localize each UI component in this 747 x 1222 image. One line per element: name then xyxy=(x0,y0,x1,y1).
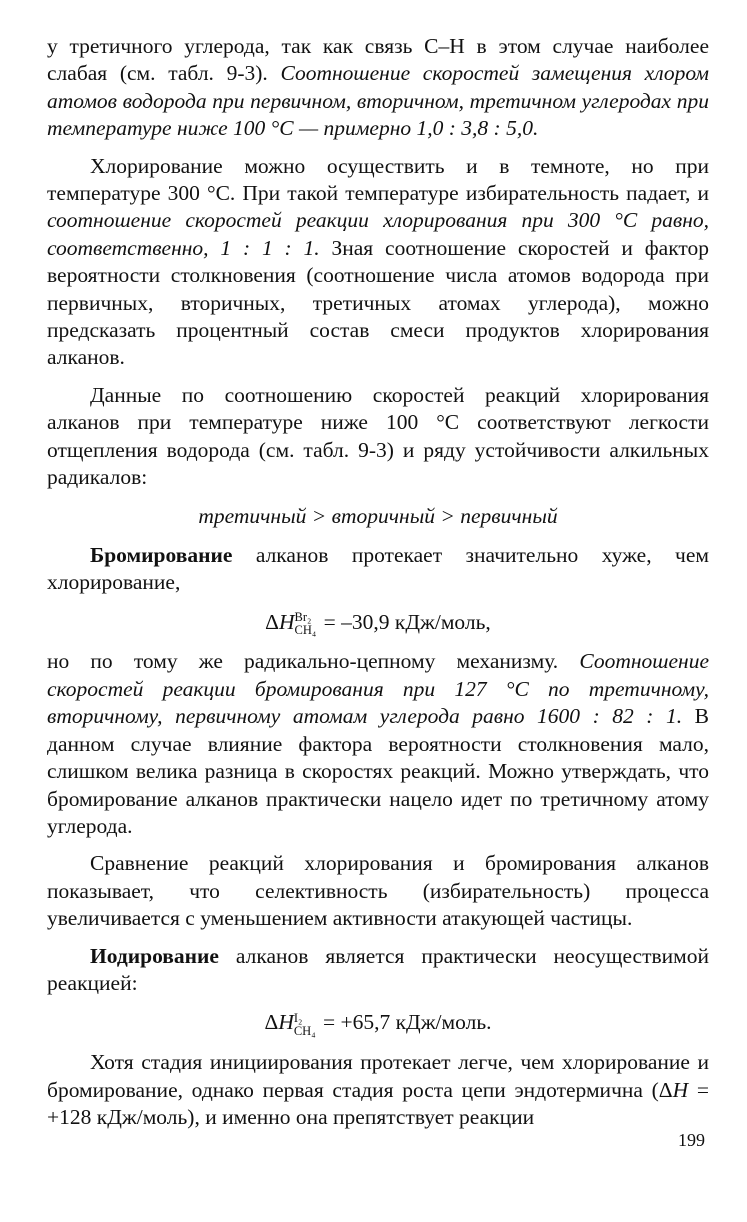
formula-value: = –30,9 кДж/моль, xyxy=(318,609,491,634)
formula-superscript: Br₂ xyxy=(294,610,312,625)
paragraph-text: = +128 кДж/моль), и именно она препятствует реакции xyxy=(47,1077,709,1129)
paragraph-bromination-mechanism xyxy=(47,648,709,840)
formula-symbol: H xyxy=(278,1010,294,1035)
paragraph-text: у третичного углерода, так как связь С–Н в этом случае наиболее слабая (см. табл. 9-3). xyxy=(47,34,709,86)
paragraph-text: алканов является практически неосуществимой реакцией: xyxy=(47,943,709,995)
formula-iodination-enthalpy xyxy=(47,1007,709,1038)
formula-bromination-enthalpy xyxy=(47,607,709,638)
formula-indices xyxy=(294,1012,316,1038)
paragraph-italic-text: соотношение скоростей реакции хлорирования при 300 °С равно, соответственно, 1 : 1 : 1. xyxy=(47,208,709,260)
paragraph-text: Зная соотношение скоростей и фактор вероятности столкновения (соотношение числа атомов водорода при первичных, вторичных, третичных атомах углерода), можно предсказать процентный состав смеси продуктов хлорирования алканов. xyxy=(47,235,709,370)
paragraph-text: Хотя стадия инициирования протекает легче, чем хлорирование и бромирование, однако первая стадия роста цепи эндотермична (Δ xyxy=(47,1050,709,1102)
formula-delta: Δ xyxy=(265,609,279,634)
paragraph-italic-text: H xyxy=(672,1077,689,1102)
formula-subscript: CH₄ xyxy=(294,623,317,638)
formula-indices xyxy=(295,611,317,637)
paragraph-selectivity xyxy=(47,850,709,932)
paragraph-text: Сравнение реакций хлорирования и бромирования алканов показывает, что селективность (избирательность) процесса увеличивается с уменьшением активности атакующей частицы. xyxy=(47,851,709,931)
paragraph-continuation xyxy=(47,33,709,143)
radical-stability-series xyxy=(47,503,709,530)
paragraph-rate-data xyxy=(47,382,709,492)
formula-value: = +65,7 кДж/моль. xyxy=(317,1010,492,1035)
paragraph-text: Данные по соотношению скоростей реакций хлорирования алканов при температуре ниже 100 °С соответствуют легкости отщепления водорода (см. табл. 9-3) и ряду устойчивости алкильных радикалов: xyxy=(47,382,709,490)
paragraph-italic-text: Соотношение скоростей реакции бромирования при 127 °С по третичному, вторичному, первичному атомам углерода равно 1600 : 82 : 1. xyxy=(47,649,709,729)
paragraph-iodination xyxy=(47,943,709,998)
series-text: третичный > вторичный > первичный xyxy=(198,503,558,528)
formula-subscript: CH₄ xyxy=(293,1023,316,1038)
paragraph-text: В данном случае влияние фактора вероятности столкновения мало, слишком велика разница в скоростях реакций. Можно утверждать, что бромирование алканов практически нацело идет по третичному атому углерода. xyxy=(47,704,709,838)
paragraph-text: Хлорирование можно осуществить и в темноте, но при температуре 300 °С. При такой температуре избирательность падает, и xyxy=(47,153,709,206)
paragraph-italic-text: Соотношение скоростей замещения хлором атомов водорода при первичном, вторичном, третичном углеродах при температуре ниже 100 °С — примерно 1,0 : 3,8 : 5,0. xyxy=(47,61,709,141)
bold-term: Иодирование xyxy=(90,943,219,968)
formula-symbol: H xyxy=(279,609,295,634)
paragraph-text: но по тому же радикально-цепному механизму. xyxy=(47,649,580,674)
paragraph-text: алканов протекает значительно хуже, чем хлорирование, xyxy=(47,542,709,595)
formula-delta: Δ xyxy=(264,1010,279,1035)
paragraph-chlorination-dark xyxy=(47,153,709,372)
paragraph-initiation xyxy=(47,1049,709,1131)
bold-term: Бромирование xyxy=(90,542,233,567)
page-number: 199 xyxy=(678,1130,705,1150)
formula-superscript: I₂ xyxy=(293,1010,303,1025)
paragraph-bromination xyxy=(47,542,709,597)
